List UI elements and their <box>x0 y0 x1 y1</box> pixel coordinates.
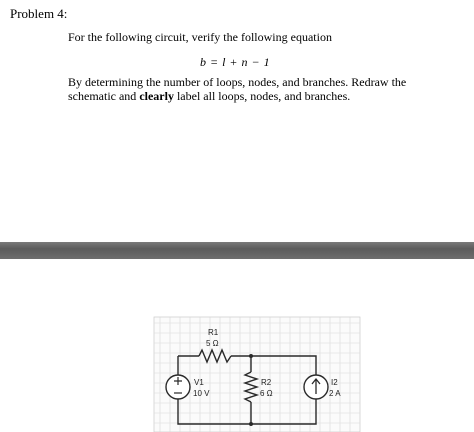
instructions-tail: label all loops, nodes, and branches. <box>173 89 351 103</box>
schematic-area <box>0 259 474 432</box>
instructions <box>68 75 448 103</box>
v1-value: 10 V <box>193 389 210 398</box>
instructions-text: By determining the number of loops, nodes, and branches. Redraw the schematic and <box>68 75 407 103</box>
i2-name: I2 <box>331 378 338 387</box>
instructions-bold: clearly <box>139 89 174 103</box>
node-dot-top <box>249 354 253 358</box>
r2-value: 6 Ω <box>260 389 273 398</box>
page-separator <box>0 242 474 259</box>
circuit-schematic <box>0 259 474 432</box>
v1-name: V1 <box>194 378 204 387</box>
schematic-grid <box>154 317 360 432</box>
node-dot-bottom <box>249 422 253 426</box>
r1-value: 5 Ω <box>206 339 219 348</box>
problem-prompt: For the following circuit, verify the following equation <box>68 30 332 44</box>
i2-value: 2 A <box>329 389 341 398</box>
problem-title: Problem 4: <box>10 6 68 21</box>
r2-name: R2 <box>261 378 272 387</box>
r1-name: R1 <box>208 328 219 337</box>
equation: b = l + n − 1 <box>200 55 271 69</box>
